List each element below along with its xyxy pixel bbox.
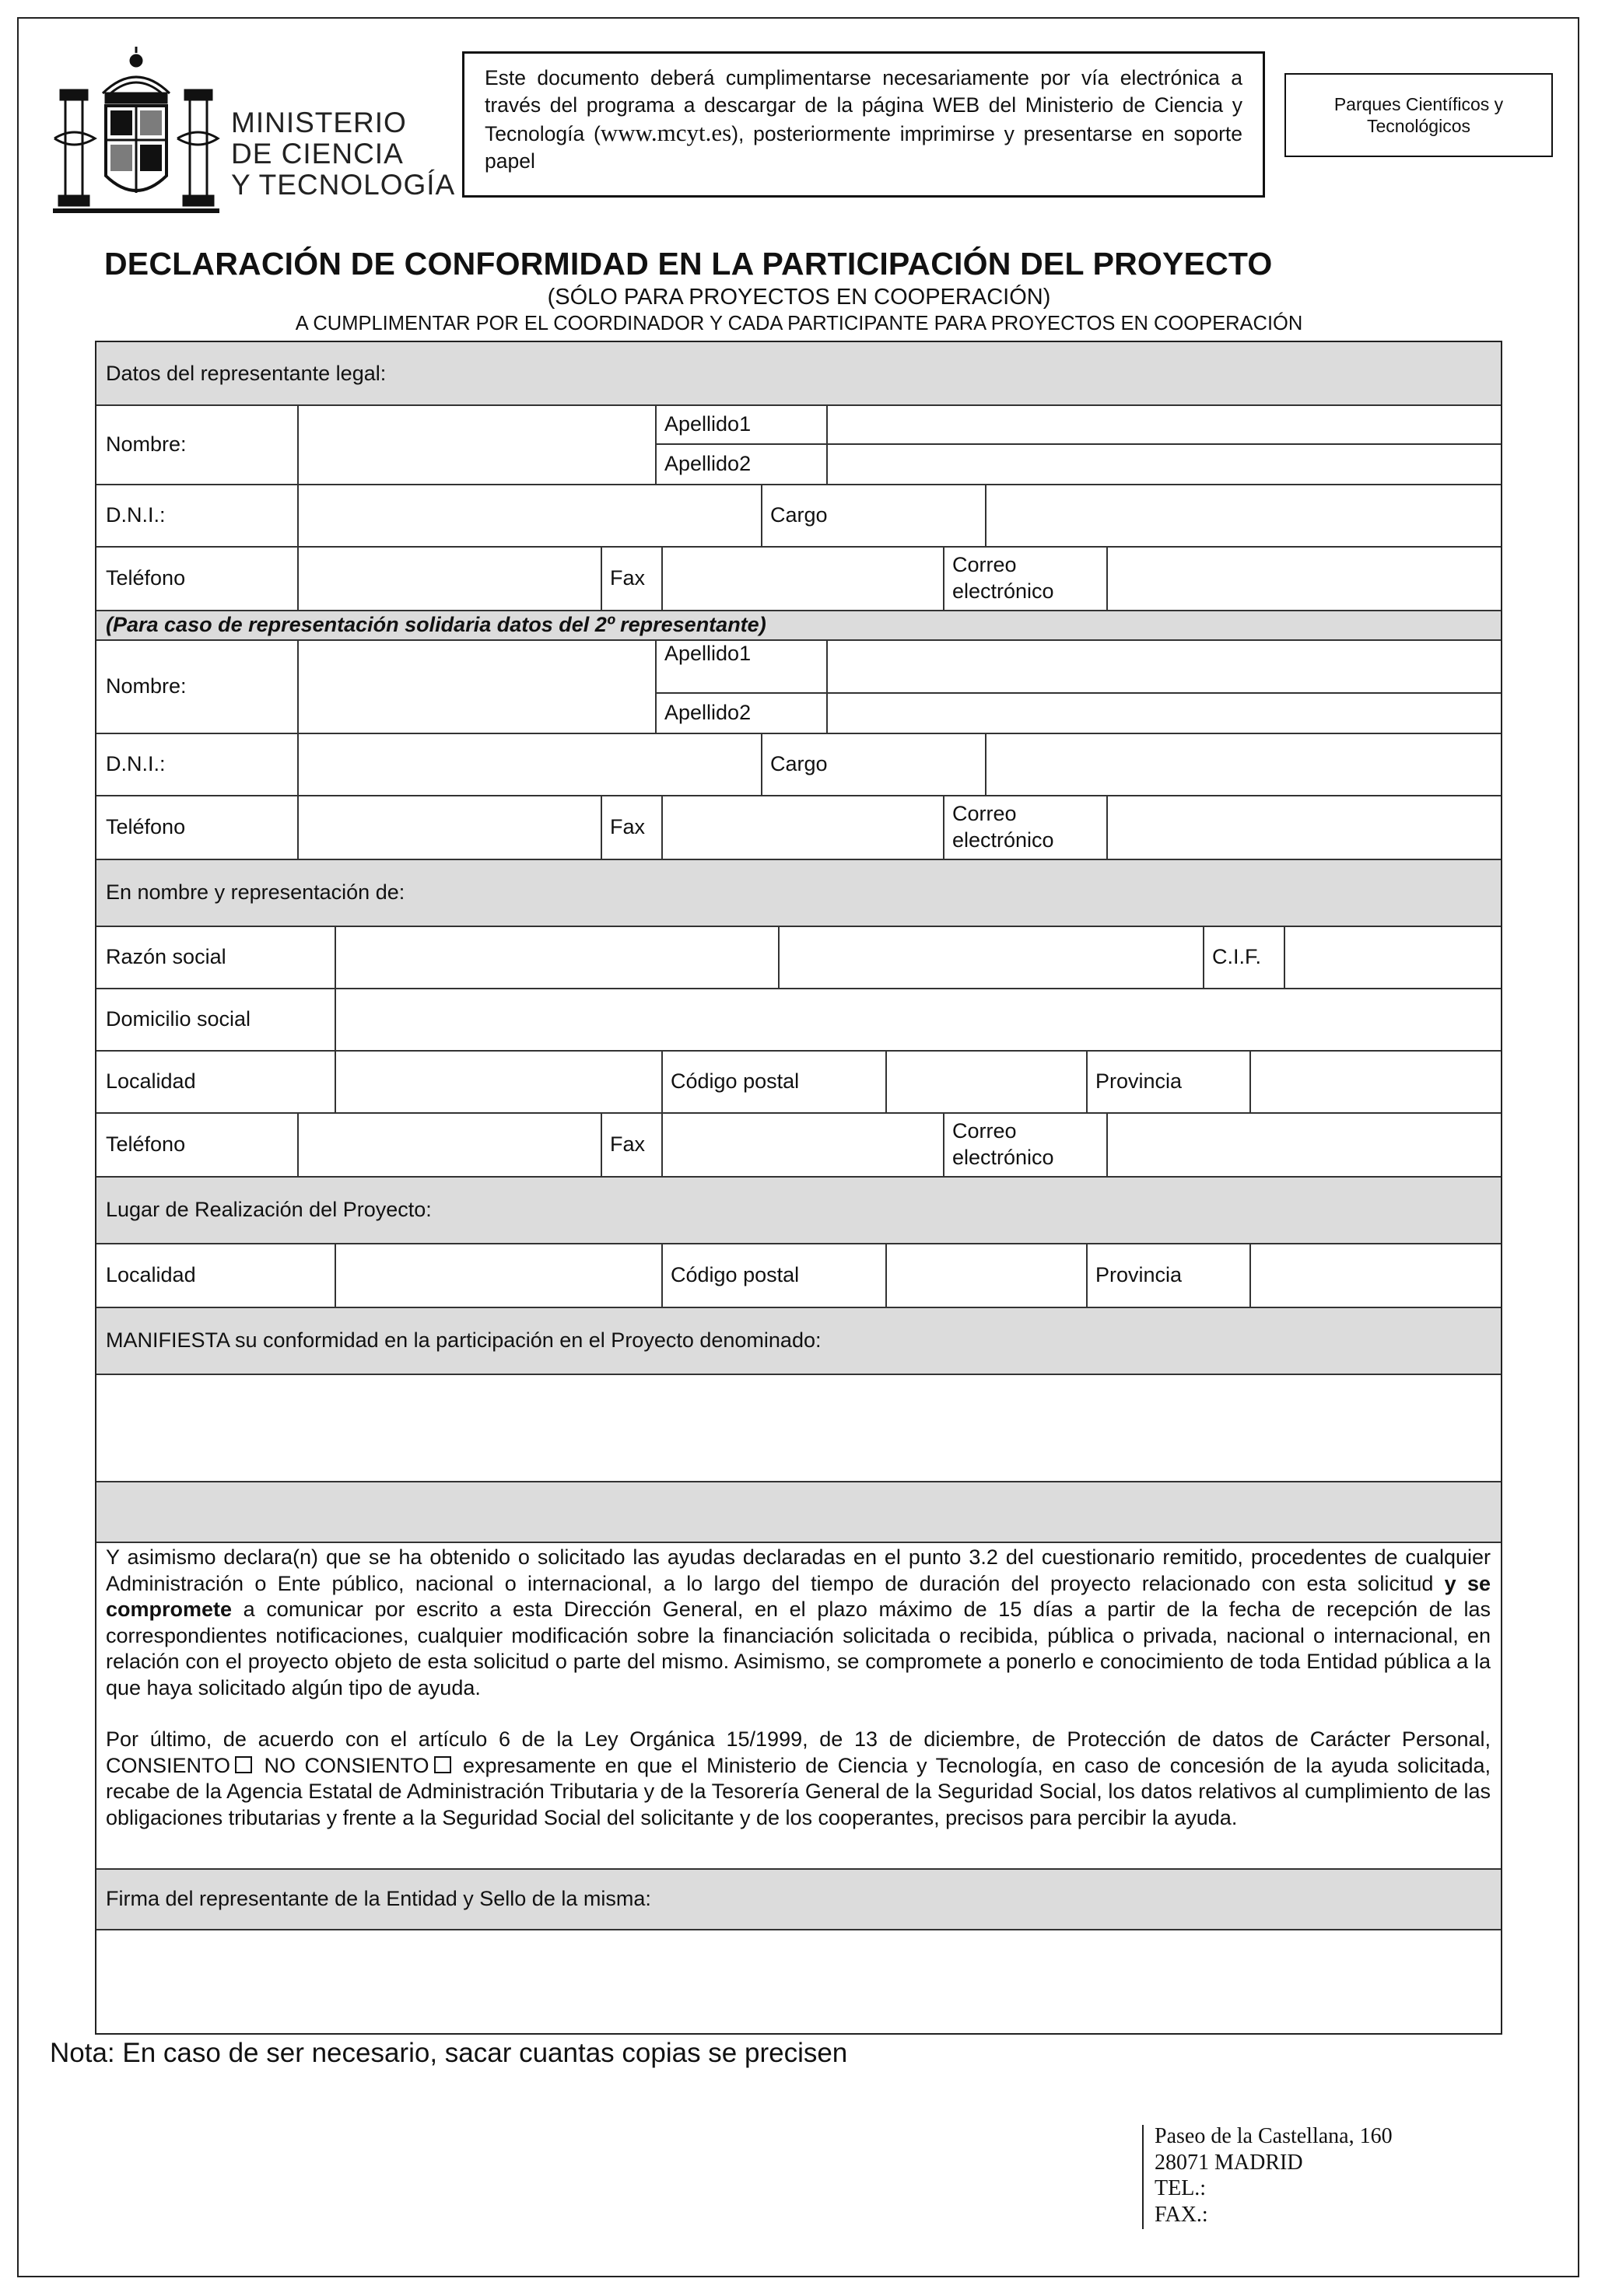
cargo-label: Cargo <box>770 751 828 775</box>
razon-social-label: Razón social <box>106 944 226 968</box>
entity-correo-field[interactable] <box>1108 1114 1499 1174</box>
nombre-field[interactable] <box>299 406 654 482</box>
apellido2-field[interactable] <box>828 445 1499 482</box>
nombre-label: Nombre: <box>106 432 187 456</box>
declaration-bold: y se compromete <box>106 1571 1491 1621</box>
address-line: FAX.: <box>1155 2202 1208 2227</box>
apellido1-field-2[interactable] <box>828 641 1499 691</box>
apellido1-label: Apellido1 <box>664 411 752 436</box>
dni-field[interactable] <box>299 485 759 544</box>
lopd-paragraph <box>106 1727 1491 1831</box>
provincia-label: Provincia <box>1095 1262 1183 1286</box>
codigo-postal-label: Código postal <box>671 1069 800 1093</box>
manifiesta-header: MANIFIESTA su conformidad en la participación en el Proyecto denominado: <box>106 1328 822 1352</box>
telefono-label: Teléfono <box>106 565 186 590</box>
address-block <box>1155 2123 1393 2228</box>
legal-representative-header: Datos del representante legal: <box>106 361 387 385</box>
apellido1-label: Apellido1 <box>664 642 752 665</box>
provincia-field[interactable] <box>1251 1052 1499 1111</box>
lopd-text-part: Por último, de acuerdo con el artículo 6 de la Ley Orgánica 15/1999, de 13 de diciembre, de Protección de datos de Carácter Personal, <box>106 1727 1491 1751</box>
declaration-paragraph <box>106 1545 1491 1701</box>
telefono-label: Teléfono <box>106 1132 186 1156</box>
razon-social-field-extra[interactable] <box>780 927 1201 986</box>
localidad-field[interactable] <box>336 1052 660 1111</box>
project-name-field[interactable] <box>98 1375 1499 1479</box>
telefono-label: Teléfono <box>106 814 186 838</box>
codigo-postal-field[interactable] <box>887 1052 1085 1111</box>
fax-label: Fax <box>610 1132 646 1156</box>
signature-header: Firma del representante de la Entidad y Sello de la misma: <box>106 1886 651 1910</box>
entity-telefono-field[interactable] <box>299 1114 599 1174</box>
entity-header: En nombre y representación de: <box>106 880 405 904</box>
consiento-checkbox[interactable] <box>235 1756 252 1773</box>
correo-label-line: electrónico <box>952 579 1054 603</box>
correo-label-line: Correo <box>952 802 1017 825</box>
dni-label: D.N.I.: <box>106 751 166 775</box>
cargo-field[interactable] <box>986 485 1499 544</box>
correo-label-line: electrónico <box>952 1146 1054 1169</box>
correo-label-line: electrónico <box>952 828 1054 852</box>
program-name: Parques Científicos y Tecnológicos <box>1333 94 1504 136</box>
fax-label: Fax <box>610 565 646 590</box>
localidad-label: Localidad <box>106 1262 196 1286</box>
correo-label <box>943 1112 1106 1176</box>
consiento-label: CONSIENTO <box>106 1753 231 1777</box>
razon-social-field[interactable] <box>336 927 776 986</box>
telefono-field[interactable] <box>299 548 599 608</box>
domicilio-field[interactable] <box>336 989 1499 1048</box>
project-localidad-field[interactable] <box>336 1244 660 1305</box>
apellido2-label: Apellido2 <box>664 700 752 724</box>
provincia-label: Provincia <box>1095 1069 1183 1093</box>
cargo-label: Cargo <box>770 502 828 527</box>
second-representative-header: (Para caso de representación solidaria datos del 2º representante) <box>106 612 766 636</box>
nombre-label: Nombre: <box>106 674 187 698</box>
apellido1-field[interactable] <box>828 406 1499 442</box>
ministry-line: MINISTERIO <box>231 107 407 138</box>
no-consiento-label: NO CONSIENTO <box>264 1753 429 1777</box>
electronic-filing-notice <box>462 51 1265 198</box>
declaration-form <box>95 341 1502 2035</box>
cargo-field-2[interactable] <box>986 734 1499 793</box>
notice-text: Este documento deberá cumplimentarse necesariamente por vía electrónica a través del programa a descargar de la página WEB del Ministerio de Ciencia y Tecnología ( <box>485 66 1242 145</box>
apellido2-label: Apellido2 <box>664 451 752 475</box>
fax-label: Fax <box>610 814 646 838</box>
form-instruction: A CUMPLIMENTAR POR EL COORDINADOR Y CADA PARTICIPANTE PARA PROYECTOS EN COOPERACIÓN <box>295 313 1303 334</box>
ministry-name <box>231 107 455 201</box>
entity-fax-field[interactable] <box>663 1114 941 1174</box>
correo-label-line: Correo <box>952 1119 1017 1143</box>
correo-field[interactable] <box>1108 548 1499 608</box>
address-line: Paseo de la Castellana, 160 <box>1155 2124 1393 2148</box>
fax-field-2[interactable] <box>663 796 941 857</box>
telefono-field-2[interactable] <box>299 796 599 857</box>
codigo-postal-label: Código postal <box>671 1262 800 1286</box>
apellido2-field-2[interactable] <box>828 694 1499 731</box>
address-line: 28071 MADRID <box>1155 2150 1303 2175</box>
note: Nota: En caso de ser necesario, sacar cuantas copias se precisen <box>50 2038 848 2068</box>
lopd-text-part: expresamente en que el Ministerio de Ciencia y Tecnología, en caso de concesión de la ayuda solicitada, recabe de la Agencia Estatal de Administración Tributaria y de la Tesorería General de la Seguridad Social, los datos relativos al cumplimiento de las obligaciones tributarias y frente a la Seguridad Social del solicitante y de los cooperantes, precisos para percibir la ayuda. <box>106 1753 1491 1829</box>
dni-label: D.N.I.: <box>106 502 166 527</box>
program-name-box <box>1284 73 1553 157</box>
address-divider <box>1142 2125 1144 2229</box>
cif-field[interactable] <box>1285 927 1499 986</box>
correo-field-2[interactable] <box>1108 796 1499 857</box>
declaration-text-part: Y asimismo declara(n) que se ha obtenido o solicitado las ayudas declaradas en el punto 3.2 del cuestionario remitido, procedentes de cualquier Administración o Ente público, nacional o internacional, a lo largo del tiempo de duración del proyecto relacionado con esta solicitud <box>106 1545 1491 1595</box>
localidad-label: Localidad <box>106 1069 196 1093</box>
signature-field[interactable] <box>98 1930 1499 2033</box>
fax-field[interactable] <box>663 548 941 608</box>
domicilio-label: Domicilio social <box>106 1006 251 1031</box>
notice-text: ), posteriormente imprimirse y presentarse en soporte papel <box>485 122 1242 173</box>
project-codigo-postal-field[interactable] <box>887 1244 1085 1305</box>
nombre-field-2[interactable] <box>299 641 654 731</box>
declaration-text-part: a comunicar por escrito a esta Dirección General, en el plazo máximo de 15 días a partir de la fecha de recepción de las correspondientes notificaciones, cualquier modificación sobre la financiación solicitada o recibida, pública o privada, nacional o internacional, en relación con el proyecto objeto de esta solicitud o parte del mismo. Asimismo, se compromete a ponerlo e conocimiento de toda Entidad pública a la que haya solicitado algún tipo de ayuda. <box>106 1598 1491 1699</box>
dni-field-2[interactable] <box>299 734 759 793</box>
correo-label <box>943 546 1106 610</box>
correo-label <box>943 795 1106 859</box>
form-title: DECLARACIÓN DE CONFORMIDAD EN LA PARTICIPACIÓN DEL PROYECTO <box>104 246 1273 282</box>
form-subtitle: (SÓLO PARA PROYECTOS EN COOPERACIÓN) <box>547 285 1051 310</box>
no-consiento-checkbox[interactable] <box>434 1756 451 1773</box>
section-bar <box>96 1481 1501 1542</box>
project-provincia-field[interactable] <box>1251 1244 1499 1305</box>
website-link[interactable]: www.mcyt.es <box>600 119 732 146</box>
cif-label: C.I.F. <box>1212 944 1262 968</box>
correo-label-line: Correo <box>952 553 1017 576</box>
ministry-line: Y TECNOLOGÍA <box>231 169 456 201</box>
ministry-line: DE CIENCIA <box>231 138 404 170</box>
project-location-header: Lugar de Realización del Proyecto: <box>106 1197 432 1221</box>
coat-of-arms-logo <box>48 45 224 226</box>
address-line: TEL.: <box>1155 2176 1207 2200</box>
declaration-text <box>106 1545 1491 1831</box>
